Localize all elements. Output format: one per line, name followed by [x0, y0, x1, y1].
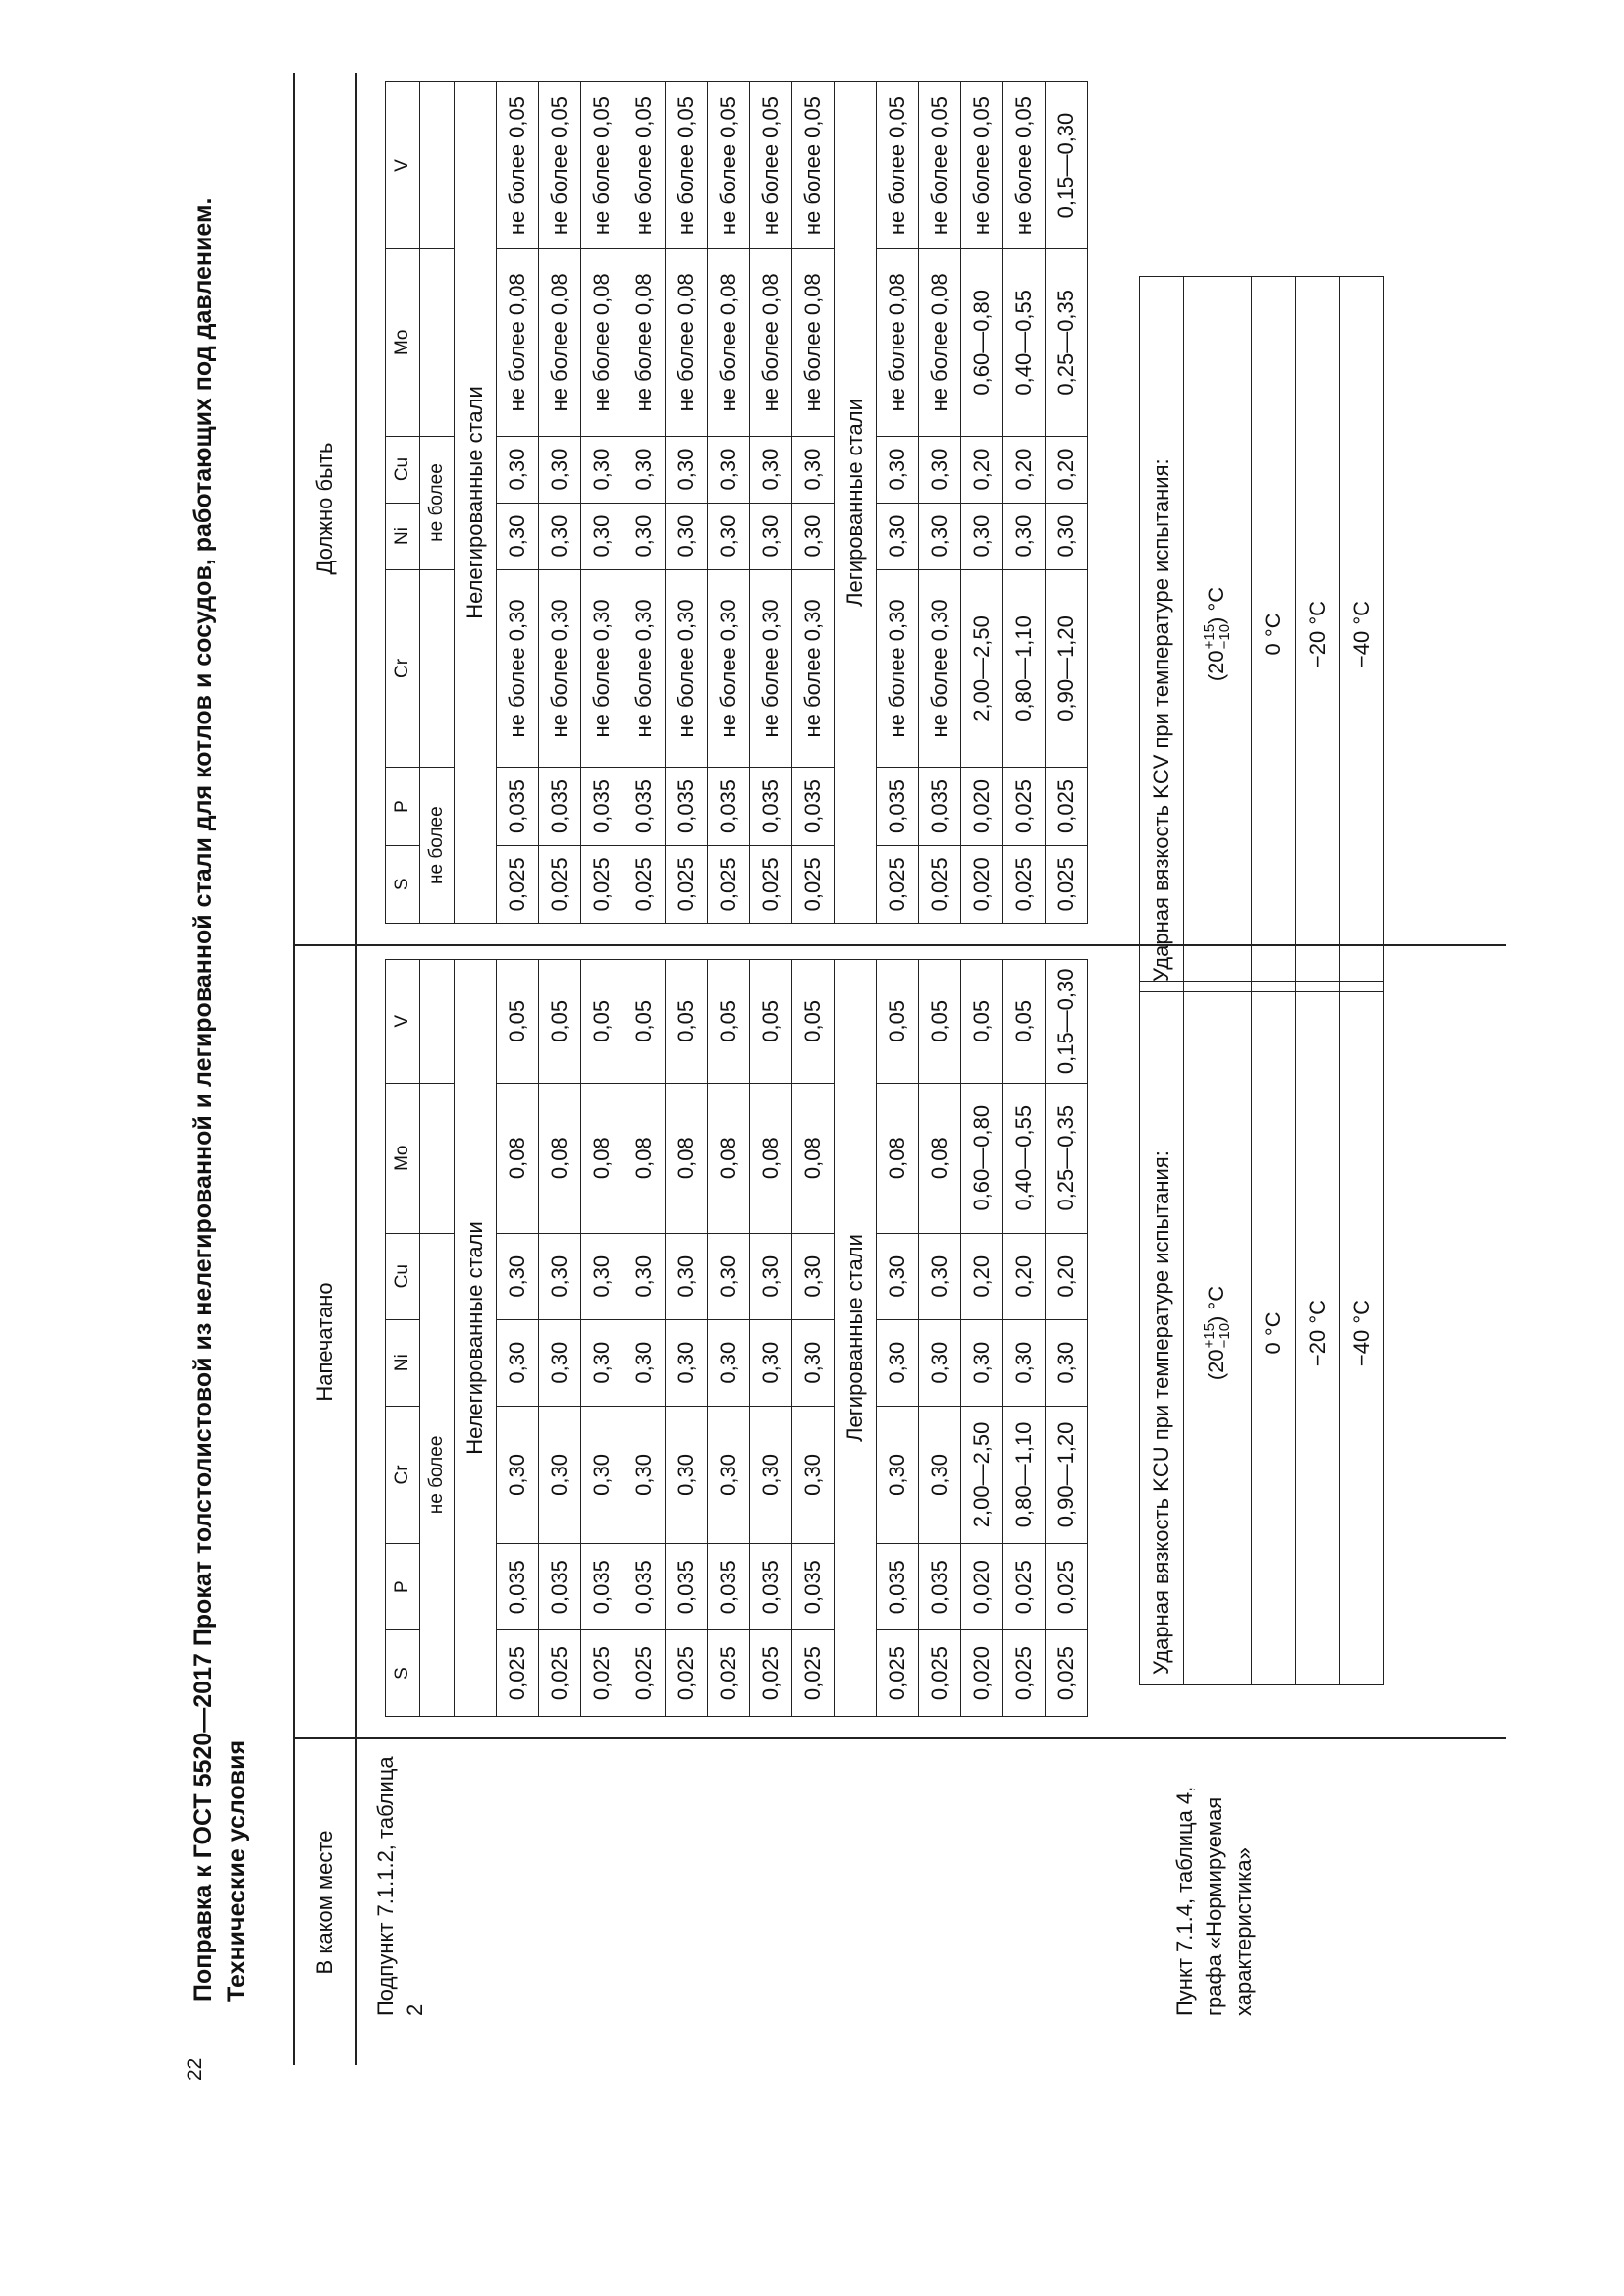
printed-group-nonalloy-row	[455, 960, 497, 1717]
table-cell: 0,30	[961, 1319, 1003, 1406]
table-row	[961, 960, 1003, 1717]
correct-impact-table	[1139, 276, 1384, 992]
table-cell: 0,035	[708, 768, 750, 845]
table-row	[750, 82, 792, 924]
table-cell: 0,025	[708, 1630, 750, 1717]
correct-impact-temp	[1184, 277, 1252, 992]
page-number: 22	[184, 2057, 206, 2081]
table-row	[1046, 960, 1088, 1717]
table-cell: не более 0,08	[792, 249, 835, 436]
top-rule	[293, 73, 295, 2065]
col-divider-1	[293, 1737, 1506, 1739]
table-cell: 0,30	[497, 1233, 539, 1319]
printed-group-nonalloy: Нелегированные стали	[455, 960, 497, 1717]
table-row	[581, 960, 623, 1717]
table-cell: 0,30	[581, 1406, 623, 1544]
printed-header-p: P	[386, 1544, 420, 1630]
printed-impact-table	[1139, 981, 1384, 1685]
printed-impact-temp	[1184, 982, 1252, 1685]
table-cell: 0,30	[666, 503, 708, 569]
table-cell: 0,30	[792, 1319, 835, 1406]
correct-header-ni: Ni	[386, 503, 420, 569]
table-cell: 0,30	[919, 1406, 961, 1544]
correct-empty-cell	[420, 249, 455, 436]
table-cell: не более 0,30	[581, 569, 623, 768]
table-cell: 0,025	[792, 1630, 835, 1717]
table-cell: 0,30	[919, 436, 961, 503]
table-row	[666, 82, 708, 924]
table-cell: 0,30	[877, 1319, 919, 1406]
table-cell: 0,30	[919, 503, 961, 569]
table-cell: 0,08	[919, 1083, 961, 1233]
table-cell: 0,30	[539, 1233, 581, 1319]
table-cell: 0,30	[497, 503, 539, 569]
printed-impact-temp: −20 °С	[1296, 982, 1340, 1685]
table-cell: 0,30	[708, 1233, 750, 1319]
table-cell: 0,30	[877, 436, 919, 503]
table-cell: не более 0,05	[539, 82, 581, 249]
correct-header-p: P	[386, 768, 420, 845]
header-rule	[355, 73, 357, 2065]
printed-header-cr: Cr	[386, 1406, 420, 1544]
table-cell: 0,30	[497, 436, 539, 503]
table-cell: 0,30	[877, 503, 919, 569]
correct-header-s: S	[386, 845, 420, 923]
table-cell: 0,025	[877, 1630, 919, 1717]
correct-not-more-sp: не более	[420, 768, 455, 924]
correct-empty-cell	[420, 82, 455, 249]
table-cell: 0,035	[539, 1544, 581, 1630]
table-cell: 0,30	[623, 436, 666, 503]
table-cell: 0,035	[877, 1544, 919, 1630]
table-cell: 0,025	[750, 845, 792, 923]
table-cell: 0,90—1,20	[1046, 569, 1088, 768]
table-cell: 0,035	[750, 768, 792, 845]
table-cell: 0,035	[497, 1544, 539, 1630]
table-row	[1003, 960, 1046, 1717]
table-cell: 0,025	[1003, 1630, 1046, 1717]
table-row	[1046, 82, 1088, 924]
table-row	[497, 82, 539, 924]
table-cell: не более 0,08	[919, 249, 961, 436]
table-cell: не более 0,05	[961, 82, 1003, 249]
table-cell: 0,30	[1003, 503, 1046, 569]
table-cell: 0,30	[581, 436, 623, 503]
col-header-should-be: Должно быть	[312, 442, 337, 575]
printed-chemistry-table	[385, 959, 1088, 1717]
table-row	[792, 960, 835, 1717]
table-cell: 0,035	[919, 1544, 961, 1630]
table-cell: 0,30	[750, 1406, 792, 1544]
table-cell: 0,035	[666, 768, 708, 845]
table-cell: 0,30	[877, 1233, 919, 1319]
table-cell: 0,025	[581, 845, 623, 923]
table-cell: не более 0,05	[708, 82, 750, 249]
table-cell: не более 0,05	[877, 82, 919, 249]
table-row	[539, 960, 581, 1717]
printed-not-more-label: не более	[420, 1233, 455, 1716]
table-cell: не более 0,30	[877, 569, 919, 768]
table-cell: 2,00—2,50	[961, 569, 1003, 768]
table-row	[1340, 982, 1384, 1685]
table-cell: не более 0,05	[792, 82, 835, 249]
col-header-where: В каком месте	[312, 1830, 337, 1975]
correct-chemistry-table	[385, 81, 1088, 924]
table-cell: не более 0,08	[750, 249, 792, 436]
printed-impact-header-row	[1140, 982, 1184, 1685]
table-cell: 0,025	[792, 845, 835, 923]
table-cell: 0,035	[623, 1544, 666, 1630]
table-cell: 0,025	[708, 845, 750, 923]
table-cell: 0,30	[1046, 503, 1088, 569]
table-cell: не более 0,08	[497, 249, 539, 436]
table-cell: 0,30	[792, 1406, 835, 1544]
table-cell: 0,05	[750, 960, 792, 1084]
table-cell: 0,80—1,10	[1003, 569, 1046, 768]
table-cell: 0,80—1,10	[1003, 1406, 1046, 1544]
table-cell: 0,30	[750, 1233, 792, 1319]
table-cell: 0,025	[623, 845, 666, 923]
correct-group-alloy: Легированные стали	[835, 82, 877, 924]
table-cell: 0,30	[581, 1319, 623, 1406]
printed-impact-temp: −40 °С	[1340, 982, 1384, 1685]
table-cell: не более 0,30	[750, 569, 792, 768]
table-cell: 0,30	[1046, 1319, 1088, 1406]
table-cell: 0,15—0,30	[1046, 82, 1088, 249]
table-cell: 0,60—0,80	[961, 1083, 1003, 1233]
table-cell: не более 0,05	[666, 82, 708, 249]
table-row	[1184, 982, 1252, 1685]
table-cell: 0,025	[1003, 845, 1046, 923]
table-cell: 0,30	[539, 503, 581, 569]
table-cell: 0,020	[961, 768, 1003, 845]
table-cell: 0,30	[623, 1406, 666, 1544]
table-cell: 0,05	[919, 960, 961, 1084]
table-cell: 0,30	[919, 1319, 961, 1406]
table-cell: не более 0,30	[792, 569, 835, 768]
table-cell: не более 0,05	[623, 82, 666, 249]
printed-impact-temp: 0 °С	[1252, 982, 1296, 1685]
table-cell: 0,025	[1046, 845, 1088, 923]
table-row	[919, 82, 961, 924]
table-cell: 0,30	[581, 1233, 623, 1319]
temp-base: (20	[1203, 650, 1228, 682]
table-cell: 0,30	[539, 436, 581, 503]
temp-tolerance: +15 −10	[1201, 1322, 1233, 1349]
table-cell: 0,30	[961, 503, 1003, 569]
table-cell: 0,035	[539, 768, 581, 845]
table-cell: 0,30	[750, 436, 792, 503]
table-cell: 0,035	[666, 1544, 708, 1630]
table-row	[919, 960, 961, 1717]
table-cell: 0,025	[919, 845, 961, 923]
table-cell: 0,05	[961, 960, 1003, 1084]
table-cell: 0,30	[623, 1319, 666, 1406]
table-cell: не более 0,05	[919, 82, 961, 249]
table-cell: 0,30	[708, 1406, 750, 1544]
table-cell: 0,025	[581, 1630, 623, 1717]
correct-group-nonalloy: Нелегированные стали	[455, 82, 497, 924]
col-header-printed: Напечатано	[312, 1282, 337, 1402]
printed-group-alloy: Легированные стали	[835, 960, 877, 1717]
table-cell: 0,30	[666, 436, 708, 503]
table-cell: не более 0,30	[666, 569, 708, 768]
table-cell: не более 0,30	[919, 569, 961, 768]
table-cell: 0,025	[497, 1630, 539, 1717]
correct-header-mo: Mo	[386, 249, 420, 436]
table-cell: 0,40—0,55	[1003, 1083, 1046, 1233]
correct-impact-temp: −40 °С	[1340, 277, 1384, 992]
table-cell: не более 0,30	[708, 569, 750, 768]
table-cell: 0,020	[961, 1630, 1003, 1717]
table-row	[1340, 277, 1384, 992]
table-row	[877, 82, 919, 924]
correct-header-v: V	[386, 82, 420, 249]
table-cell: 0,20	[1046, 1233, 1088, 1319]
table-row	[539, 82, 581, 924]
printed-header-row	[386, 960, 420, 1717]
printed-header-s: S	[386, 1630, 420, 1717]
row-label-2: Пункт 7.1.4, таблица 4, графа «Нормируемая характеристика»	[1172, 1786, 1256, 2016]
correct-header-row	[386, 82, 420, 924]
table-cell: 0,08	[708, 1083, 750, 1233]
table-cell: 0,035	[581, 1544, 623, 1630]
temp-tail: ) °С	[1203, 586, 1228, 624]
table-cell: 0,020	[961, 845, 1003, 923]
table-cell: не более 0,05	[1003, 82, 1046, 249]
printed-impact-header: Ударная вязкость KCU при температуре испытания:	[1140, 982, 1184, 1685]
table-cell: не более 0,05	[750, 82, 792, 249]
table-cell: 0,05	[792, 960, 835, 1084]
table-cell: 0,035	[792, 1544, 835, 1630]
printed-group-alloy-row	[835, 960, 877, 1717]
table-cell: не более 0,08	[666, 249, 708, 436]
table-cell: 0,08	[750, 1083, 792, 1233]
row-label-1: Подпункт 7.1.1.2, таблица 2	[373, 1756, 427, 2016]
printed-subheader-row	[420, 960, 455, 1717]
table-cell: 0,035	[919, 768, 961, 845]
table-cell: 0,20	[1003, 1233, 1046, 1319]
table-cell: 0,05	[623, 960, 666, 1084]
table-cell: 0,05	[877, 960, 919, 1084]
table-cell: 0,05	[497, 960, 539, 1084]
correct-header-cr: Cr	[386, 569, 420, 768]
table-cell: не более 0,08	[708, 249, 750, 436]
table-cell: 0,30	[750, 1319, 792, 1406]
table-cell: 0,08	[581, 1083, 623, 1233]
table-cell: 0,025	[919, 1630, 961, 1717]
table-row	[1252, 982, 1296, 1685]
table-row	[581, 82, 623, 924]
table-cell: 0,08	[497, 1083, 539, 1233]
table-cell: 0,025	[750, 1630, 792, 1717]
table-cell: 0,08	[877, 1083, 919, 1233]
table-cell: 0,25—0,35	[1046, 1083, 1088, 1233]
table-cell: не более 0,08	[877, 249, 919, 436]
table-row	[750, 960, 792, 1717]
correct-impact-temp: −20 °С	[1296, 277, 1340, 992]
table-cell: 0,08	[623, 1083, 666, 1233]
table-cell: не более 0,08	[539, 249, 581, 436]
table-row	[708, 960, 750, 1717]
table-cell: 0,05	[581, 960, 623, 1084]
table-cell: 0,035	[497, 768, 539, 845]
table-cell: 0,30	[497, 1406, 539, 1544]
table-cell: не более 0,30	[623, 569, 666, 768]
table-row	[1296, 277, 1340, 992]
table-cell: 0,025	[1003, 768, 1046, 845]
table-cell: 0,025	[1046, 768, 1088, 845]
correct-header-cu: Cu	[386, 436, 420, 503]
temp-tail: ) °С	[1203, 1285, 1228, 1323]
table-cell: 0,30	[539, 1406, 581, 1544]
table-cell: не более 0,05	[497, 82, 539, 249]
table-cell: 0,30	[666, 1233, 708, 1319]
table-cell: 0,20	[1046, 436, 1088, 503]
correct-group-nonalloy-row	[455, 82, 497, 924]
table-cell: 0,05	[708, 960, 750, 1084]
table-cell: 0,15—0,30	[1046, 960, 1088, 1084]
table-cell: 2,00—2,50	[961, 1406, 1003, 1544]
table-cell: 0,20	[961, 436, 1003, 503]
table-cell: 0,30	[497, 1319, 539, 1406]
document-title: Поправка к ГОСТ 5520—2017 Прокат толстолистовой из нелегированной и легированной стали для котлов и сосудов, работающих под давлением. Технические условия	[189, 197, 250, 2002]
table-cell: 0,30	[792, 436, 835, 503]
table-row	[1296, 982, 1340, 1685]
table-cell: 0,025	[623, 1630, 666, 1717]
table-cell: 0,035	[877, 768, 919, 845]
correct-subheader-row	[420, 82, 455, 924]
table-cell: 0,025	[1046, 1630, 1088, 1717]
table-cell: 0,025	[539, 845, 581, 923]
table-cell: 0,025	[666, 845, 708, 923]
table-cell: 0,30	[623, 1233, 666, 1319]
correct-impact-temp: 0 °С	[1252, 277, 1296, 992]
table-cell: 0,035	[750, 1544, 792, 1630]
table-cell: 0,60—0,80	[961, 249, 1003, 436]
table-cell: 0,025	[1046, 1544, 1088, 1630]
table-cell: 0,025	[539, 1630, 581, 1717]
table-cell: 0,05	[539, 960, 581, 1084]
table-cell: 0,90—1,20	[1046, 1406, 1088, 1544]
table-cell: 0,30	[666, 1319, 708, 1406]
table-row	[623, 960, 666, 1717]
table-cell: не более 0,08	[581, 249, 623, 436]
printed-header-mo: Mo	[386, 1083, 420, 1233]
table-cell: не более 0,30	[539, 569, 581, 768]
correct-empty-cell	[420, 569, 455, 768]
table-cell: 0,30	[792, 1233, 835, 1319]
table-cell: 0,25—0,35	[1046, 249, 1088, 436]
correct-group-alloy-row	[835, 82, 877, 924]
table-cell: 0,30	[792, 503, 835, 569]
table-row	[877, 960, 919, 1717]
table-cell: не более 0,30	[497, 569, 539, 768]
table-cell: 0,025	[877, 845, 919, 923]
table-cell: 0,05	[666, 960, 708, 1084]
printed-header-v: V	[386, 960, 420, 1084]
table-cell: 0,05	[1003, 960, 1046, 1084]
printed-empty-cell	[420, 1083, 455, 1233]
table-cell: 0,30	[877, 1406, 919, 1544]
temp-base: (20	[1203, 1349, 1228, 1381]
printed-empty-cell	[420, 960, 455, 1084]
table-row	[666, 960, 708, 1717]
table-row	[1252, 277, 1296, 992]
table-cell: 0,025	[666, 1630, 708, 1717]
table-cell: 0,035	[792, 768, 835, 845]
table-cell: не более 0,08	[623, 249, 666, 436]
table-row	[792, 82, 835, 924]
table-cell: 0,025	[1003, 1544, 1046, 1630]
table-cell: 0,025	[497, 845, 539, 923]
printed-header-ni: Ni	[386, 1319, 420, 1406]
table-cell: 0,035	[623, 768, 666, 845]
table-cell: 0,035	[708, 1544, 750, 1630]
table-row	[1003, 82, 1046, 924]
table-row	[623, 82, 666, 924]
table-cell: 0,30	[1003, 1319, 1046, 1406]
table-cell: не более 0,05	[581, 82, 623, 249]
table-cell: 0,30	[581, 503, 623, 569]
table-cell: 0,30	[666, 1406, 708, 1544]
table-cell: 0,08	[539, 1083, 581, 1233]
table-row	[708, 82, 750, 924]
correct-not-more-nicu: не более	[420, 436, 455, 569]
table-cell: 0,020	[961, 1544, 1003, 1630]
table-cell: 0,30	[708, 1319, 750, 1406]
correct-impact-header-row	[1140, 277, 1184, 992]
table-cell: 0,08	[666, 1083, 708, 1233]
table-row	[961, 82, 1003, 924]
table-row	[497, 960, 539, 1717]
temp-tolerance: +15 −10	[1201, 623, 1233, 650]
table-cell: 0,30	[750, 503, 792, 569]
table-cell: 0,30	[623, 503, 666, 569]
table-cell: 0,30	[708, 503, 750, 569]
table-cell: 0,40—0,55	[1003, 249, 1046, 436]
table-cell: 0,08	[792, 1083, 835, 1233]
table-cell: 0,30	[919, 1233, 961, 1319]
table-cell: 0,20	[961, 1233, 1003, 1319]
table-cell: 0,30	[708, 436, 750, 503]
table-cell: 0,035	[581, 768, 623, 845]
correct-impact-header: Ударная вязкость KCV при температуре испытания:	[1140, 277, 1184, 992]
table-cell: 0,20	[1003, 436, 1046, 503]
printed-header-cu: Cu	[386, 1233, 420, 1319]
table-cell: 0,30	[539, 1319, 581, 1406]
table-row	[1184, 277, 1252, 992]
